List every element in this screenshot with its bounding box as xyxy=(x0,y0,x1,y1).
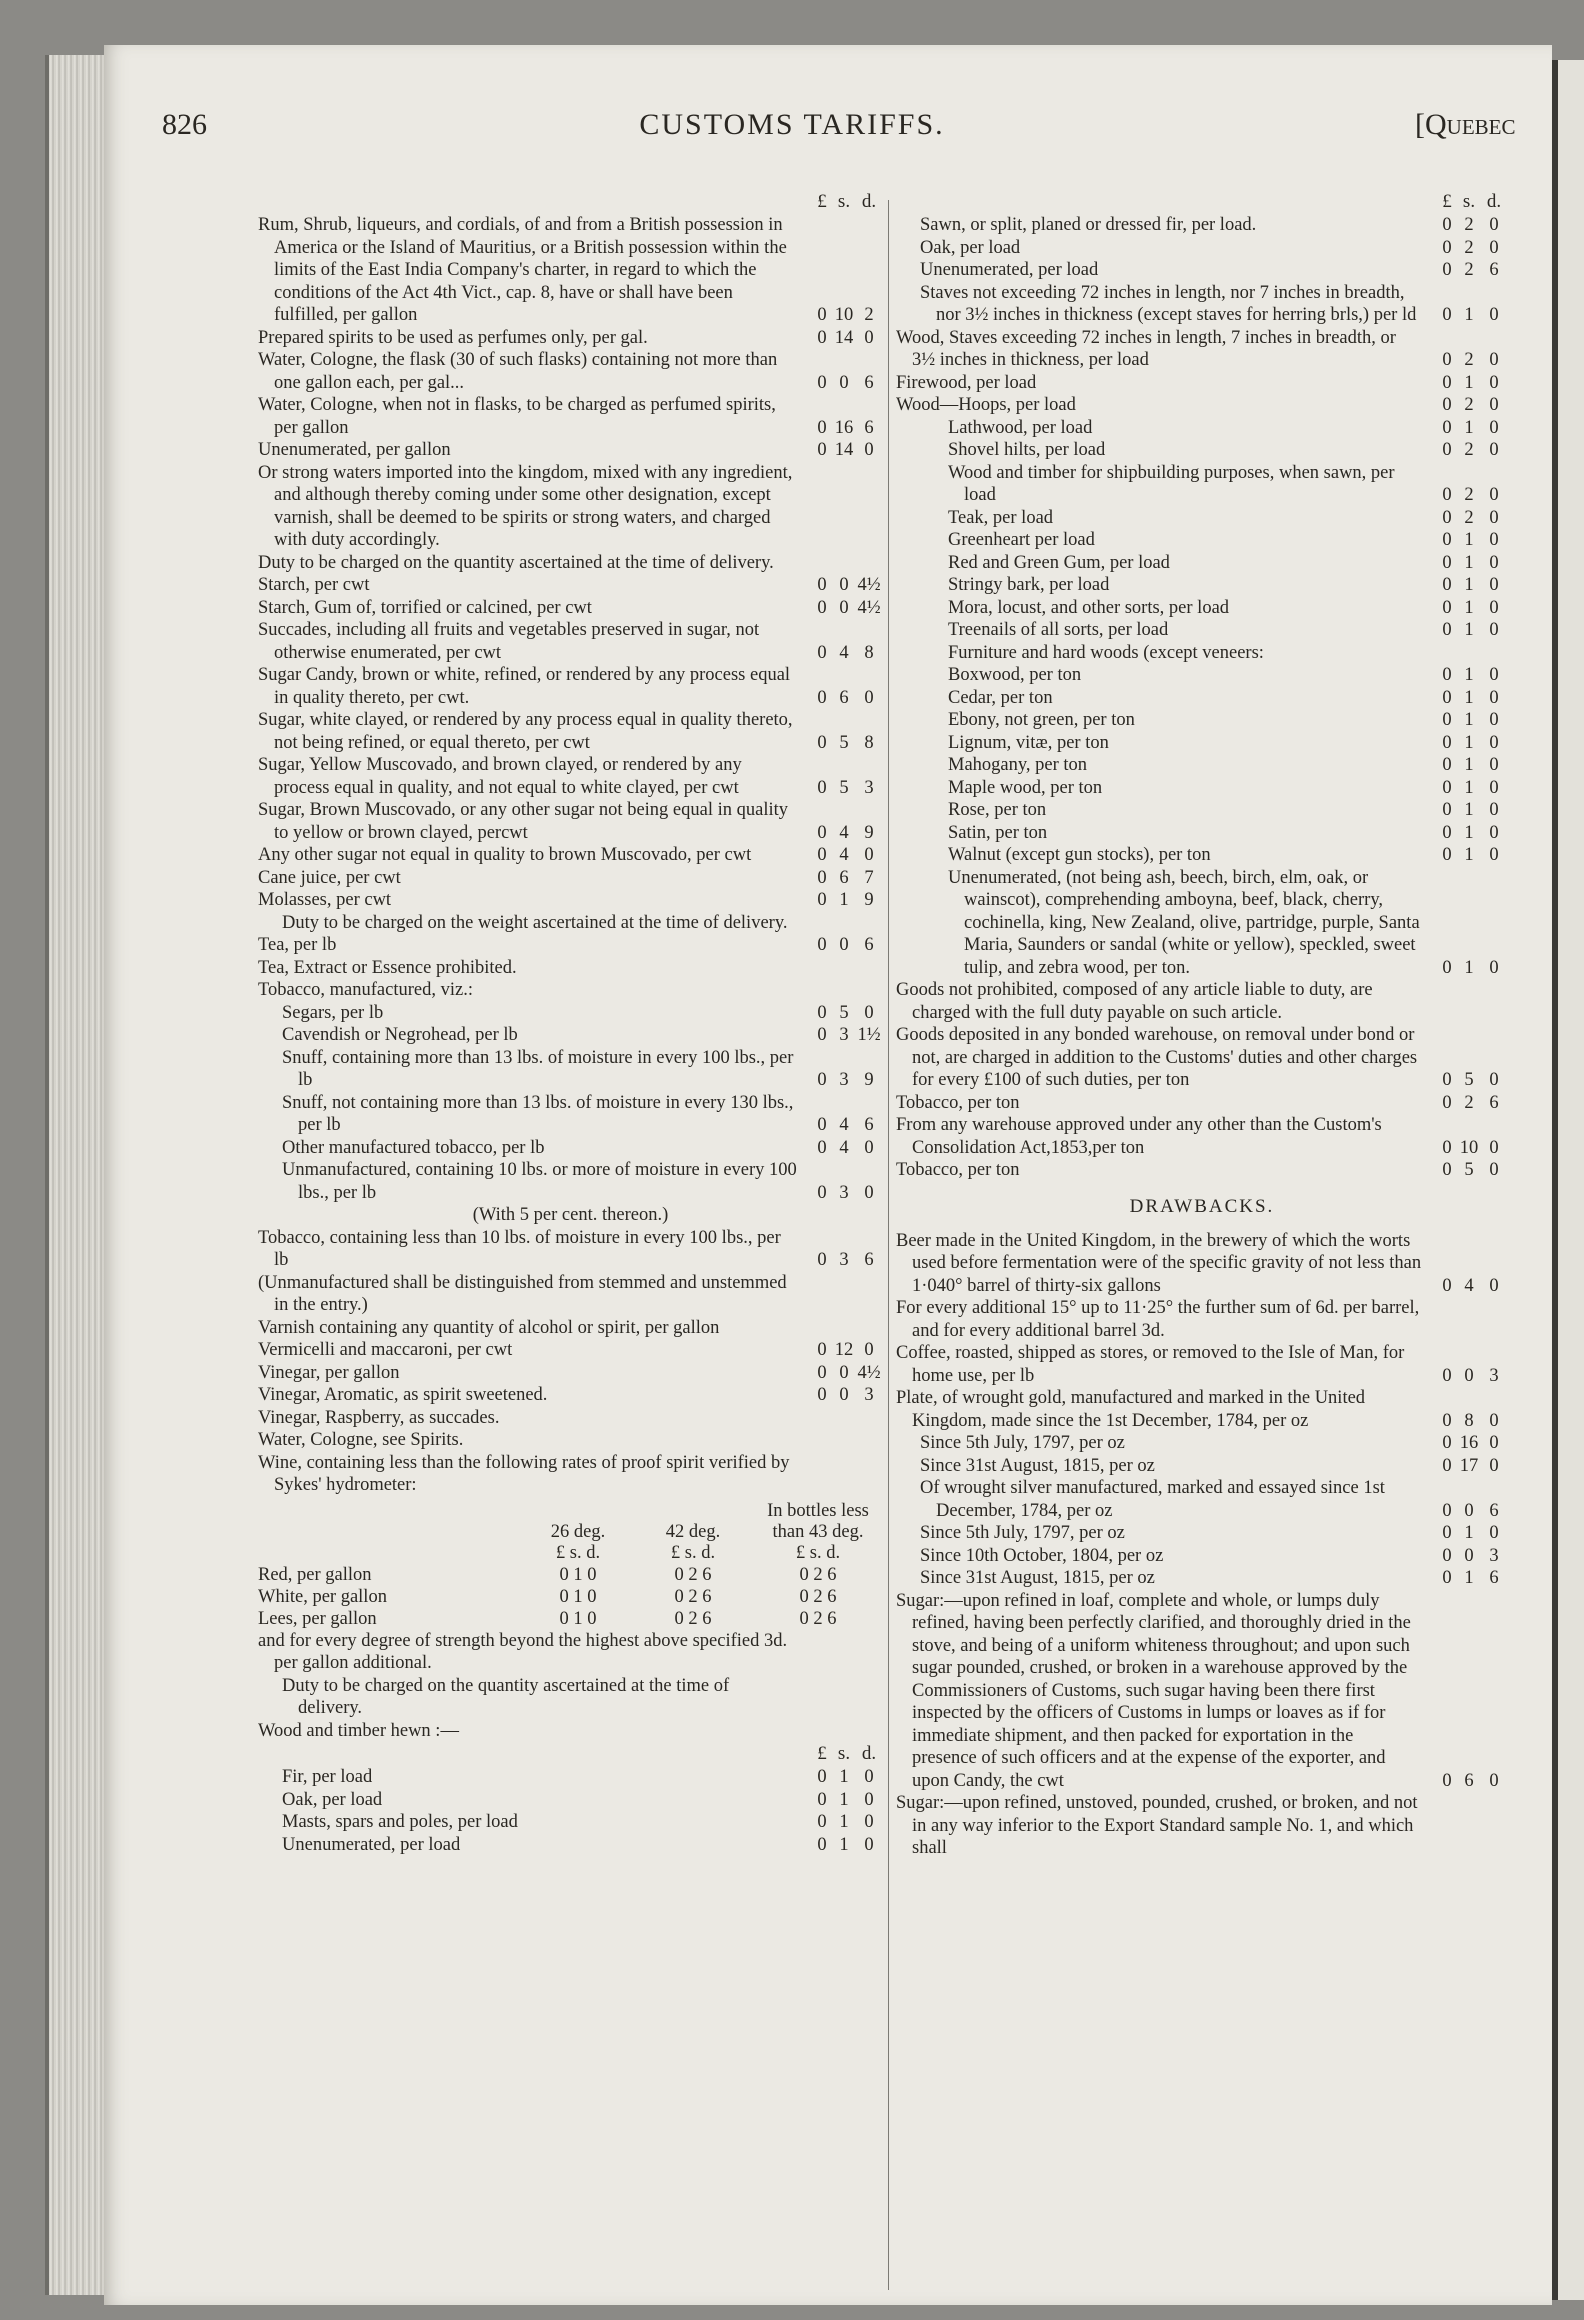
tariff-entry-text: Tobacco, per ton xyxy=(896,1092,1020,1113)
tariff-entry xyxy=(258,1227,883,1272)
tariff-entry-amount: 0 0 3 xyxy=(1442,1545,1499,1566)
tariff-entry xyxy=(896,417,1508,440)
tariff-entry xyxy=(896,1792,1508,1860)
tariff-entry-text: Unenumerated, (not being ash, beech, birch, elm, oak, or wainscot), comprehending amboyna, beef, black, cherry, cochinella, king, New Zealand, olive, partridge, purple, Santa Maria, Saunders or sandal (white or yellow), speckled, sweet tulip, and zebra wood, per ton. xyxy=(948,867,1420,978)
tariff-entry xyxy=(258,1272,883,1317)
tariff-entry-amount: 0 10 2 xyxy=(817,305,874,325)
tariff-entry-amount: 0 2 6 xyxy=(1442,260,1499,280)
tariff-entry-amount: 0 6 0 xyxy=(1442,1770,1499,1791)
tariff-entry-text: Water, Cologne, the flask (30 of such flasks) containing not more than one gallon each, per gal... xyxy=(258,350,778,393)
tariff-entry-text: Sugar, Brown Muscovado, or any other sugar not being equal in quality to yellow or brown clayed, percwt xyxy=(258,800,789,843)
tariff-entry-text: Tea, Extract or Essence prohibited. xyxy=(258,957,517,978)
tariff-entry xyxy=(896,327,1508,372)
tariff-entry-amount: 0 1 0 xyxy=(1442,732,1499,753)
tariff-entry xyxy=(896,282,1508,327)
tariff-entry-text: Sugar, white clayed, or rendered by any process equal in quality thereto, not being refined, or equal thereto, per cwt xyxy=(258,710,793,753)
tariff-entry-text: Tobacco, containing less than 10 lbs. of moisture in every 100 lbs., per lb xyxy=(258,1227,781,1270)
tariff-entry xyxy=(258,214,883,327)
tariff-entry-amount: 0 4 0 xyxy=(817,1137,874,1158)
wine-row: White, per gallon 0 1 0 0 2 6 0 2 6 xyxy=(258,1586,837,1607)
tariff-entry-amount: 0 12 0 xyxy=(817,1340,874,1360)
tariff-entry-text: Boxwood, per ton xyxy=(948,665,1082,685)
tariff-entry xyxy=(896,867,1508,980)
tariff-entry-text: Masts, spars and poles, per load xyxy=(282,1812,518,1832)
tariff-entry xyxy=(896,664,1508,687)
tariff-entry-amount: 0 1 0 xyxy=(1442,777,1499,798)
tariff-entry xyxy=(258,709,883,754)
tariff-entry xyxy=(258,1675,883,1720)
tariff-entry-text: Since 5th July, 1797, per oz xyxy=(920,1433,1125,1453)
tariff-entry xyxy=(258,349,883,394)
tariff-entry-text: Succades, including all fruits and vegetables preserved in sugar, not otherwise enumerated, per cwt xyxy=(258,620,760,663)
tariff-entry-amount: 0 16 6 xyxy=(817,417,874,438)
tariff-entry-text: Starch, per cwt xyxy=(258,575,370,595)
tariff-entry-amount: 0 0 6 xyxy=(817,372,874,393)
tariff-entry-amount: 0 2 0 xyxy=(1442,440,1499,460)
tariff-entry-amount: 0 2 0 xyxy=(1442,350,1499,370)
right-column xyxy=(896,190,1508,1860)
tariff-entry-text: Rose, per ton xyxy=(948,800,1047,820)
wine-row: Red, per gallon 0 1 0 0 2 6 0 2 6 xyxy=(258,1564,837,1585)
tariff-entry xyxy=(258,1002,883,1025)
tariff-entry-text: Sugar:—upon refined in loaf, complete and whole, or lumps duly refined, having been perfectly clarified, and thoroughly dried in the stove, and being of a uniform whiteness throughout; and upon such sugar pounded, crushed, or broken in a warehouse approved by the Commissioners of Customs, such sugar having been there first inspected by the officers of Customs in lumps or loaves as if for immediate shipment, and then packed for exportation in the presence of such officers and at the expense of the exporter, and upon Candy, the cwt xyxy=(896,1590,1411,1791)
tariff-entry xyxy=(258,1407,883,1430)
tariff-entry xyxy=(258,552,883,575)
tariff-entry xyxy=(896,1432,1508,1455)
tariff-entry xyxy=(896,1455,1508,1478)
tariff-entry-text: Vinegar, per gallon xyxy=(258,1362,400,1383)
tariff-entry-text: Tea, per lb xyxy=(258,935,337,955)
tariff-entry-amount: 0 2 0 xyxy=(1442,507,1499,528)
tariff-entry-text: Sugar Candy, brown or white, refined, or rendered by any process equal in quality thereto, per cwt. xyxy=(258,665,791,708)
tariff-entry-amount: 0 14 0 xyxy=(817,327,874,348)
tariff-entry xyxy=(896,619,1508,642)
tariff-entry-text: Duty to be charged on the weight ascertained at the time of delivery. xyxy=(282,912,788,933)
tariff-entry xyxy=(258,1834,883,1857)
tariff-entry-amount: 0 2 6 xyxy=(1442,1092,1499,1113)
unit-header: £ s. d. xyxy=(1442,191,1502,212)
page-number: 826 xyxy=(162,108,207,141)
tariff-entry-text: Teak, per load xyxy=(948,507,1054,528)
tariff-entry-text: Shovel hilts, per load xyxy=(948,440,1106,460)
tariff-entry-text: Wood—Hoops, per load xyxy=(896,395,1076,415)
tariff-entry-amount: 0 4 0 xyxy=(1442,1275,1499,1296)
tariff-entry-text: Tobacco, per ton xyxy=(896,1160,1020,1180)
tariff-entry xyxy=(258,1789,883,1812)
tariff-entry-text: Molasses, per cwt xyxy=(258,890,392,910)
tariff-entry-text: Vermicelli and maccaroni, per cwt xyxy=(258,1340,513,1360)
unit-header: £ s. d. xyxy=(817,1743,877,1764)
tariff-entry xyxy=(896,1590,1508,1793)
tariff-entry xyxy=(896,1545,1508,1568)
tariff-list xyxy=(258,214,883,1204)
tariff-entry-amount: 0 1 0 xyxy=(1442,665,1499,685)
tariff-entry-text: Coffee, roasted, shipped as stores, or removed to the Isle of Man, for home use, per lb xyxy=(896,1343,1405,1386)
tariff-entry-amount: 0 0 4½ xyxy=(817,1362,881,1383)
tariff-entry xyxy=(258,979,883,1002)
tariff-entry-amount: 0 5 0 xyxy=(1442,1160,1499,1180)
tariff-entry-amount: 0 16 0 xyxy=(1442,1433,1499,1453)
tariff-entry-amount: 0 5 0 xyxy=(817,1002,874,1023)
tariff-entry-text: Fir, per load xyxy=(282,1767,373,1787)
tariff-entry-amount: 0 6 0 xyxy=(817,687,874,708)
tariff-entry xyxy=(896,642,1508,665)
tariff-entry xyxy=(896,214,1508,237)
tariff-entry xyxy=(896,709,1508,732)
tariff-entry-text: Beer made in the United Kingdom, in the brewery of which the worts used before fermentation were of the specific gravity of not less than 1·040° barrel of thirty-six gallons xyxy=(896,1230,1422,1296)
tariff-entry-amount: 0 1 0 xyxy=(817,1834,874,1855)
book-page-edges xyxy=(45,55,109,2295)
tariff-entry xyxy=(258,597,883,620)
tariff-entry xyxy=(896,1159,1508,1182)
tariff-entry-text: Duty to be charged on the quantity ascertained at the time of delivery. xyxy=(282,1675,730,1718)
tariff-entry-amount: 0 1 0 xyxy=(1442,305,1499,325)
facing-page-sliver xyxy=(1552,60,1584,2300)
tariff-entry-amount: 0 3 6 xyxy=(817,1250,874,1270)
tariff-entry-text: Cane juice, per cwt xyxy=(258,867,401,888)
tariff-entry-text: Plate, of wrought gold, manufactured and marked in the United Kingdom, made since the 1st December, 1784, per oz xyxy=(896,1388,1366,1431)
tariff-entry-text: For every additional 15° up to 11·25° the further sum of 6d. per barrel, and for every additional barrel 3d. xyxy=(896,1298,1420,1341)
tariff-list xyxy=(258,1766,883,1856)
wine-table xyxy=(258,1501,883,1630)
tariff-entry-amount: 0 1 9 xyxy=(817,890,874,910)
tariff-entry xyxy=(258,1720,883,1743)
tariff-entry-text: Snuff, containing more than 13 lbs. of moisture in every 100 lbs., per lb xyxy=(282,1047,794,1090)
tariff-list xyxy=(896,1230,1508,1860)
tariff-entry-text: Treenails of all sorts, per load xyxy=(948,620,1169,640)
tariff-entry xyxy=(258,1630,883,1675)
tariff-entry-amount: 0 1 6 xyxy=(1442,1568,1499,1588)
tariff-entry xyxy=(896,372,1508,395)
tariff-entry-amount: 0 1 0 xyxy=(1442,710,1499,730)
tariff-entry xyxy=(258,754,883,799)
tariff-entry xyxy=(258,889,883,912)
tariff-entry xyxy=(258,394,883,439)
tariff-entry xyxy=(258,912,883,935)
tariff-entry-text: Walnut (except gun stocks), per ton xyxy=(948,845,1211,865)
tariff-entry-text: Greenheart per load xyxy=(948,530,1095,550)
tariff-entry-text: Cedar, per ton xyxy=(948,687,1053,708)
tariff-entry-amount: 0 14 0 xyxy=(817,440,874,460)
tariff-entry-amount: 0 1 0 xyxy=(1442,1523,1499,1543)
tariff-entry-amount: 0 0 3 xyxy=(817,1385,874,1405)
tariff-entry-text: Cavendish or Negrohead, per lb xyxy=(282,1025,518,1045)
tariff-entry xyxy=(896,394,1508,417)
tariff-entry xyxy=(258,1766,883,1789)
tariff-entry xyxy=(896,1567,1508,1590)
tariff-entry-amount: 0 4 6 xyxy=(817,1115,874,1135)
tariff-entry xyxy=(896,799,1508,822)
tariff-entry-amount: 0 5 8 xyxy=(817,732,874,753)
tariff-entry-amount: 0 2 0 xyxy=(1442,485,1499,505)
tariff-entry-text: Red and Green Gum, per load xyxy=(948,552,1170,573)
unit-header: £ s. d. xyxy=(817,191,877,212)
tariff-entry xyxy=(258,1384,883,1407)
tariff-entry xyxy=(258,934,883,957)
tariff-entry xyxy=(896,1230,1508,1298)
tariff-entry-text: Water, Cologne, see Spirits. xyxy=(258,1430,464,1450)
tariff-note: (With 5 per cent. thereon.) xyxy=(472,1205,669,1225)
tariff-entry-text: Oak, per load xyxy=(282,1789,383,1810)
tariff-entry-text: Any other sugar not equal in quality to brown Muscovado, per cwt xyxy=(258,845,752,865)
tariff-entry-amount: 0 1 0 xyxy=(1442,552,1499,573)
tariff-entry-amount: 0 4 9 xyxy=(817,822,874,843)
tariff-entry-text: Lathwood, per load xyxy=(948,417,1093,438)
tariff-entry-amount: 0 2 0 xyxy=(1442,237,1499,258)
tariff-entry xyxy=(258,1317,883,1340)
tariff-entry-amount: 0 5 3 xyxy=(817,777,874,798)
tariff-entry xyxy=(258,844,883,867)
tariff-entry xyxy=(258,1024,883,1047)
tariff-entry-text: Or strong waters imported into the kingdom, mixed with any ingredient, and although thereby coming under some other designation, except varnish, shall be deemed to be spirits or strong waters, and charged with duty accordingly. xyxy=(258,462,793,550)
tariff-entry xyxy=(896,1342,1508,1387)
column-divider xyxy=(888,200,889,2290)
tariff-entry-text: Segars, per lb xyxy=(282,1002,384,1023)
tariff-entry-amount: 0 3 9 xyxy=(817,1070,874,1090)
tariff-entry-amount: 0 1 0 xyxy=(1442,822,1499,843)
wine-rows xyxy=(258,1564,883,1630)
tariff-entry-amount: 0 1 0 xyxy=(1442,575,1499,595)
section-label: [Quebec xyxy=(1415,108,1516,141)
tariff-entry-text: Furniture and hard woods (except veneers: xyxy=(948,642,1264,663)
tariff-entry-amount: 0 1 0 xyxy=(1442,530,1499,550)
tariff-entry xyxy=(896,1092,1508,1115)
tariff-entry xyxy=(896,1024,1508,1092)
tariff-entry-text: Since 31st August, 1815, per oz xyxy=(920,1568,1155,1588)
tariff-entry xyxy=(258,664,883,709)
page-title: CUSTOMS TARIFFS. xyxy=(639,108,945,141)
tariff-entry-amount: 0 2 0 xyxy=(1442,395,1499,415)
tariff-entry-text: Unenumerated, per gallon xyxy=(258,440,451,460)
tariff-entry-text: Vinegar, Raspberry, as succades. xyxy=(258,1407,500,1428)
tariff-entry-text: Starch, Gum of, torrified or calcined, per cwt xyxy=(258,597,592,618)
tariff-entry xyxy=(896,979,1508,1024)
tariff-entry-text: Wood and timber for shipbuilding purposes, when sawn, per load xyxy=(948,462,1395,505)
tariff-entry-amount: 0 3 0 xyxy=(817,1182,874,1203)
tariff-entry xyxy=(258,799,883,844)
tariff-entry xyxy=(258,1452,883,1497)
tariff-entry xyxy=(258,462,883,552)
tariff-entry xyxy=(258,619,883,664)
wine-row: Lees, per gallon 0 1 0 0 2 6 0 2 6 xyxy=(258,1608,837,1629)
tariff-entry xyxy=(258,327,883,350)
tariff-entry-amount: 0 5 0 xyxy=(1442,1070,1499,1090)
tariff-entry xyxy=(896,1477,1508,1522)
tariff-entry-text: Vinegar, Aromatic, as spirit sweetened. xyxy=(258,1385,548,1405)
tariff-entry xyxy=(896,822,1508,845)
left-column xyxy=(258,190,883,1856)
tariff-entry-amount: 0 1 0 xyxy=(817,1767,874,1787)
tariff-entry-amount: 0 1 0 xyxy=(1442,845,1499,865)
tariff-entry-amount: 0 8 0 xyxy=(1442,1410,1499,1431)
tariff-entry-amount: 0 1 0 xyxy=(1442,417,1499,438)
tariff-entry xyxy=(896,687,1508,710)
tariff-entry-text: Prepared spirits to be used as perfumes only, per gal. xyxy=(258,327,648,348)
tariff-entry-amount: 0 2 0 xyxy=(1442,215,1499,235)
running-header xyxy=(0,108,1584,148)
tariff-entry-text: Mahogany, per ton xyxy=(948,755,1088,775)
tariff-entry-amount: 0 0 6 xyxy=(817,935,874,955)
tariff-entry-amount: 0 1 0 xyxy=(1442,620,1499,640)
tariff-entry-text: Unmanufactured, containing 10 lbs. or more of moisture in every 100 lbs., per lb xyxy=(282,1160,797,1203)
tariff-entry-text: (Unmanufactured shall be distinguished from stemmed and unstemmed in the entry.) xyxy=(258,1272,787,1315)
tariff-entry-text: Satin, per ton xyxy=(948,822,1048,843)
tariff-entry-text: Varnish containing any quantity of alcohol or spirit, per gallon xyxy=(258,1317,720,1338)
tariff-entry-text: Snuff, not containing more than 13 lbs. of moisture in every 130 lbs., per lb xyxy=(282,1092,794,1135)
tariff-list xyxy=(258,1227,883,1497)
tariff-entry xyxy=(896,552,1508,575)
tariff-entry-text: Oak, per load xyxy=(920,237,1021,258)
tariff-entry xyxy=(258,1429,883,1452)
tariff-entry-text: Unenumerated, per load xyxy=(282,1834,461,1855)
tariff-entry-text: Water, Cologne, when not in flasks, to be charged as perfumed spirits, per gallon xyxy=(258,395,776,438)
tariff-entry-text: Lignum, vitæ, per ton xyxy=(948,732,1109,753)
tariff-entry-text: Mora, locust, and other sorts, per load xyxy=(948,597,1230,618)
tariff-list xyxy=(258,1630,883,1743)
tariff-entry-amount: 0 1 0 xyxy=(1442,687,1499,708)
tariff-entry xyxy=(896,777,1508,800)
tariff-entry-text: Goods deposited in any bonded warehouse, on removal under bond or not, are charged in addition to the Customs' duties and other charges for every £100 of such duties, per ton xyxy=(896,1025,1418,1090)
tariff-entry-text: Firewood, per load xyxy=(896,372,1037,393)
tariff-entry xyxy=(896,732,1508,755)
tariff-entry-text: Other manufactured tobacco, per lb xyxy=(282,1137,545,1158)
tariff-list xyxy=(896,214,1508,1182)
tariff-entry-amount: 0 10 0 xyxy=(1442,1137,1499,1158)
tariff-entry-amount: 0 0 4½ xyxy=(817,597,881,618)
tariff-entry xyxy=(258,439,883,462)
drawbacks-heading: DRAWBACKS. xyxy=(1129,1195,1275,1217)
tariff-entry-text: From any warehouse approved under any other than the Custom's Consolidation Act,1853,per ton xyxy=(896,1115,1382,1158)
tariff-entry xyxy=(258,1092,883,1137)
tariff-entry-text: Wine, containing less than the following rates of proof spirit verified by Sykes' hydrometer: xyxy=(258,1452,790,1495)
tariff-entry xyxy=(896,1387,1508,1432)
tariff-entry xyxy=(896,1297,1508,1342)
tariff-entry-amount: 0 6 7 xyxy=(817,867,874,888)
tariff-entry xyxy=(258,574,883,597)
tariff-entry xyxy=(258,1159,883,1204)
tariff-entry-text: Staves not exceeding 72 inches in length, nor 7 inches in breadth, nor 3½ inches in thickness (except staves for herring brls,) per ld xyxy=(920,282,1417,325)
tariff-entry-text: Maple wood, per ton xyxy=(948,777,1103,798)
tariff-entry xyxy=(896,439,1508,462)
tariff-entry xyxy=(258,1811,883,1834)
wine-table-header: 26 deg. 42 deg. In bottles less than 43 deg. xyxy=(550,1500,869,1542)
tariff-entry xyxy=(896,529,1508,552)
tariff-entry xyxy=(896,1114,1508,1159)
tariff-entry-text: Stringy bark, per load xyxy=(948,575,1110,595)
tariff-entry-text: Rum, Shrub, liqueurs, and cordials, of and from a British possession in America or the Island of Mauritius, or a British possession within the limits of the East India Company's charter, in regard to which the conditions of the Act 4th Vict., cap. 8, have or shall have been fulfilled, per gallon xyxy=(258,215,787,325)
tariff-entry xyxy=(896,462,1508,507)
tariff-entry-text: Since 31st August, 1815, per oz xyxy=(920,1455,1155,1476)
tariff-entry-amount: 0 4 0 xyxy=(817,845,874,865)
tariff-entry-text: Since 10th October, 1804, per oz xyxy=(920,1545,1164,1566)
tariff-entry-text: Goods not prohibited, composed of any article liable to duty, are charged with the full duty payable on such article. xyxy=(896,980,1373,1023)
tariff-entry-amount: 0 1 0 xyxy=(817,1789,874,1810)
tariff-entry xyxy=(896,259,1508,282)
tariff-entry-amount: 0 3 1½ xyxy=(817,1025,881,1045)
tariff-entry xyxy=(896,754,1508,777)
tariff-entry-amount: 0 0 4½ xyxy=(817,575,881,595)
tariff-entry-text: Ebony, not green, per ton xyxy=(948,710,1135,730)
tariff-entry-text: Wood and timber hewn :— xyxy=(258,1720,459,1741)
tariff-entry xyxy=(896,597,1508,620)
tariff-entry-text: Tobacco, manufactured, viz.: xyxy=(258,980,473,1000)
tariff-entry xyxy=(896,844,1508,867)
tariff-entry-amount: 0 1 0 xyxy=(817,1812,874,1832)
tariff-entry-text: Of wrought silver manufactured, marked and essayed since 1st December, 1784, per oz xyxy=(920,1478,1385,1521)
wine-table-units: £ s. d. £ s. d. £ s. d. xyxy=(555,1542,841,1563)
tariff-entry xyxy=(258,1362,883,1385)
tariff-entry-amount: 0 4 8 xyxy=(817,642,874,663)
tariff-entry-text: Since 5th July, 1797, per oz xyxy=(920,1523,1125,1543)
tariff-entry-text: Wood, Staves exceeding 72 inches in length, 7 inches in breadth, or 3½ inches in thickness, per load xyxy=(896,327,1396,370)
tariff-entry-amount: 0 0 3 xyxy=(1442,1365,1499,1386)
tariff-entry-amount: 0 1 0 xyxy=(1442,957,1499,978)
tariff-entry-text: and for every degree of strength beyond the highest above specified 3d. per gallon additional. xyxy=(258,1630,788,1673)
tariff-entry-amount: 0 1 0 xyxy=(1442,372,1499,393)
tariff-entry xyxy=(258,957,883,980)
tariff-entry xyxy=(896,507,1508,530)
tariff-entry xyxy=(258,1137,883,1160)
tariff-entry xyxy=(896,1522,1508,1545)
tariff-entry-amount: 0 17 0 xyxy=(1442,1455,1499,1476)
tariff-entry xyxy=(258,1047,883,1092)
tariff-entry xyxy=(896,574,1508,597)
tariff-entry-text: Unenumerated, per load xyxy=(920,260,1099,280)
tariff-entry-amount: 0 0 6 xyxy=(1442,1500,1499,1521)
tariff-entry-amount: 0 1 0 xyxy=(1442,755,1499,775)
tariff-entry-text: Sugar, Yellow Muscovado, and brown clayed, or rendered by any process equal in quality, and not equal to white clayed, per cwt xyxy=(258,755,742,798)
tariff-entry-amount: 0 1 0 xyxy=(1442,800,1499,820)
tariff-entry xyxy=(896,237,1508,260)
tariff-entry-amount: 0 1 0 xyxy=(1442,597,1499,618)
tariff-entry-text: Sawn, or split, planed or dressed fir, per load. xyxy=(920,215,1257,235)
tariff-entry-text: Sugar:—upon refined, unstoved, pounded, crushed, or broken, and not in any way inferior to the Export Standard sample No. 1, and which shall xyxy=(896,1793,1418,1858)
tariff-entry-text: Duty to be charged on the quantity ascertained at the time of delivery. xyxy=(258,552,774,573)
tariff-entry xyxy=(258,1339,883,1362)
tariff-entry xyxy=(258,867,883,890)
